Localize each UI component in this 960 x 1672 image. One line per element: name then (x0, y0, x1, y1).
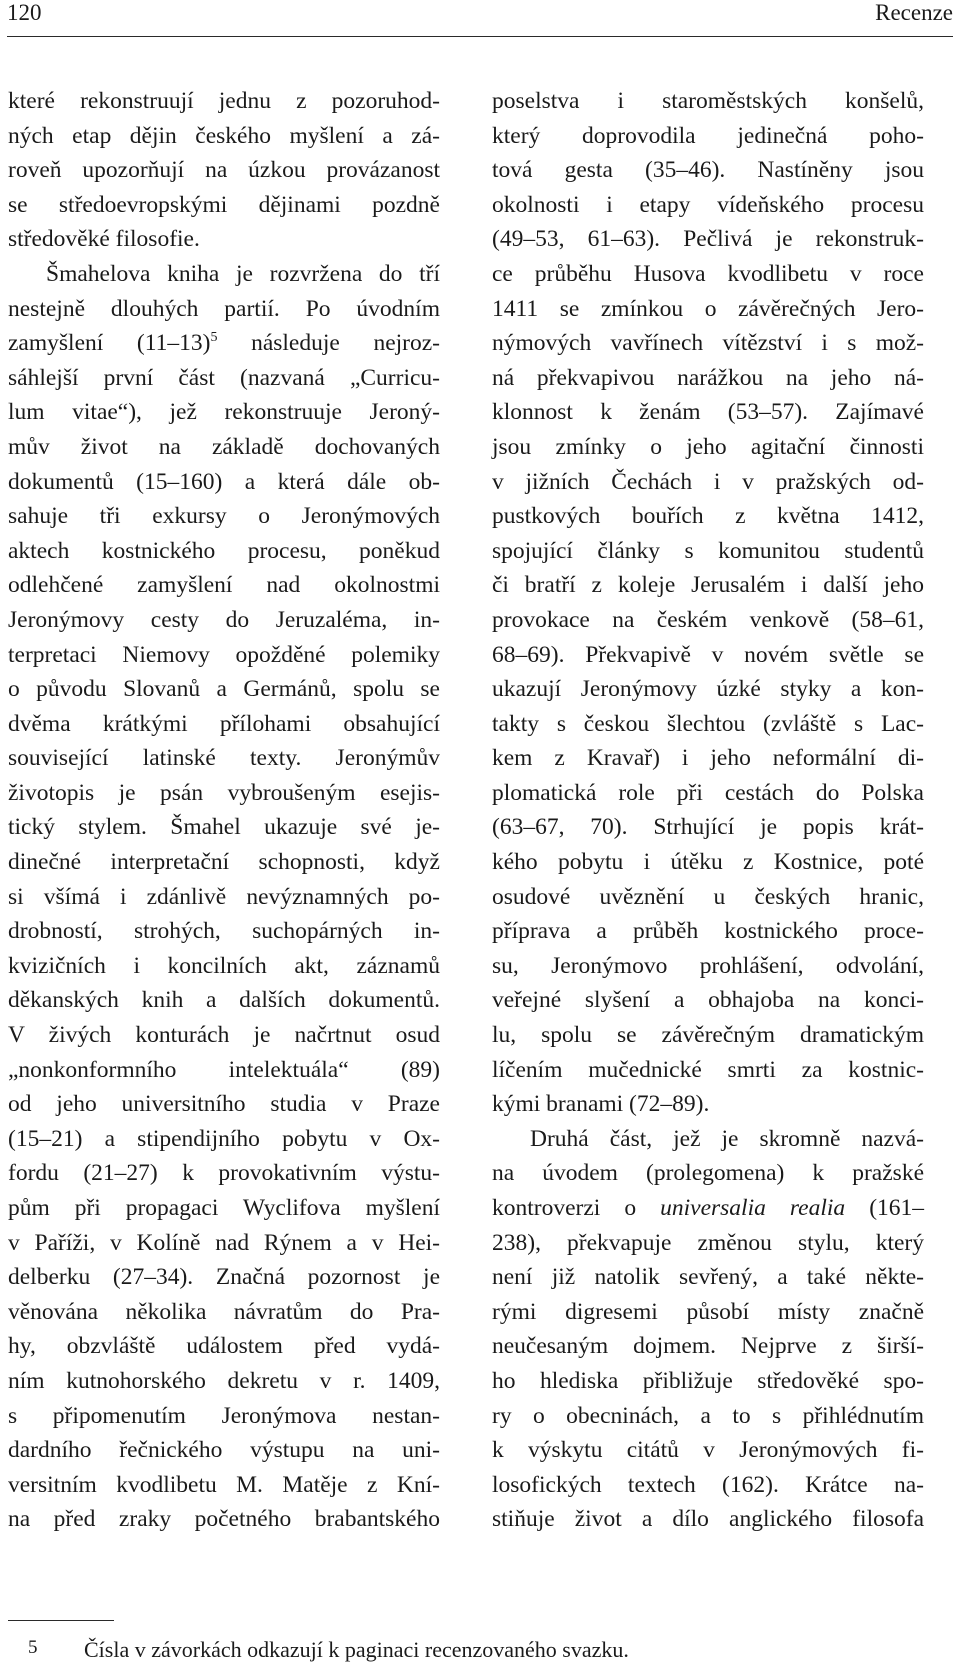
text-line: nýmových vavřínech vítězství i s mož- (492, 330, 924, 357)
text-line: Šmahelova kniha je rozvržena do tří (46, 260, 440, 287)
text-line: příprava a průběh kostnického proce- (492, 918, 924, 945)
text-fragment: následuje nejroz- (251, 330, 440, 357)
text-line: sáhlejší první část (nazvaná „Curricu- (8, 364, 440, 391)
text-line: 68–69). Překvapivě v novém světle se (492, 641, 924, 668)
right-column (492, 84, 924, 1537)
text-line: nestejně dlouhých partií. Po úvodním (8, 295, 440, 322)
footnote (28, 1634, 629, 1664)
text-line: ných etap dějin českého myšlení a zá- (8, 122, 440, 149)
text-line: rými digresemi působí místy značně (492, 1298, 924, 1325)
text-line: klonnost k ženám (53–57). Zajímavé (492, 399, 924, 426)
text-line: veřejné slyšení a obhajoba na konci- (492, 987, 924, 1014)
text-line: (49–53, 61–63). Pečlivá je rekonstruk- (492, 226, 924, 253)
text-line: v jižních Čechách i v pražských od- (492, 468, 924, 495)
text-line: odlehčené zamyšlení nad okolnostmi (8, 572, 440, 599)
text-line: který doprovodila jedinečná poho- (492, 122, 924, 149)
text-line: kého pobytu i útěku z Kostnice, poté (492, 849, 924, 876)
text-line: se středoevropskými dějinami pozdně (8, 191, 440, 218)
text-line: lum vitae“), jež rekonstruuje Jeroný- (8, 399, 440, 426)
text-line: o původu Slovanů a Germánů, spolu se (8, 676, 440, 703)
text-line: související latinské texty. Jeronýmův (8, 745, 440, 772)
text-line: tický stylem. Šmahel ukazuje své je- (8, 814, 440, 841)
text-line: ho hlediska přibližuje středověké spo- (492, 1367, 924, 1394)
footnote-separator (8, 1620, 114, 1621)
text-line: kem z Kravař) i jeho neformální di- (492, 745, 924, 772)
text-line: 1411 se zmínkou o závěrečných Jero- (492, 295, 924, 322)
text-line: drobností, strohých, suchopárných in- (8, 918, 440, 945)
text-line: poselstva i staroměstských konšelů, (492, 88, 924, 114)
text-line: kými branami (72–89). (492, 1091, 710, 1118)
text-line: provokace na českém venkově (58–61, (492, 606, 924, 633)
text-line: losofických textech (162). Krátce na- (492, 1471, 924, 1498)
text-line: ce průběhu Husova kvodlibetu v roce (492, 260, 924, 287)
text-line: ukazují Jeronýmovy úzké styky a kon- (492, 676, 924, 703)
text-line: lu, spolu se závěrečným dramatickým (492, 1022, 924, 1049)
text-line: sahuje tři exkursy o Jeronýmových (8, 503, 440, 530)
text-line: terpretaci Niemovy opožděné polemiky (8, 641, 440, 668)
text-line: pustkových bouřích z května 1412, (492, 503, 924, 530)
text-line: osudové uvěznění u českých hranic, (492, 883, 924, 910)
text-line: dinečné interpretační schopnosti, když (8, 849, 440, 876)
text-line: které rekonstruují jednu z pozoruhod- (8, 88, 440, 114)
footnote-text: Čísla v závorkách odkazují k paginaci recenzovaného svazku. (84, 1637, 629, 1662)
text-line: neučesaným dojmem. Nejprve z širší- (492, 1333, 924, 1360)
text-line: takty s českou šlechtou (zvláště s Lac- (492, 710, 924, 737)
text-line: mův život na základě dochovaných (8, 433, 440, 460)
text-line: versitním kvodlibetu M. Matěje z Kní- (8, 1471, 440, 1498)
text-fragment: kontroverzi o (492, 1195, 637, 1221)
text-line: 238), překvapuje změnou stylu, který (492, 1229, 924, 1256)
text-line: ná překvapivou narážkou na jeho ná- (492, 364, 924, 391)
text-line: Druhá část, jež je skromně nazvá- (530, 1125, 924, 1152)
text-line: roveň upozorňují na úzkou provázanost (8, 157, 440, 184)
text-line: su, Jeronýmovo prohlášení, odvolání, (492, 952, 924, 979)
text-line: dvěma krátkými přílohami obsahující (8, 710, 440, 737)
text-line: hy, obzvláště událostem před vydá- (8, 1333, 440, 1360)
text-fragment: zamyšlení (11–13) (8, 330, 211, 357)
text-line: s připomenutím Jeronýmova nestan- (8, 1402, 440, 1429)
text-line: (63–67, 70). Strhující je popis krát- (492, 814, 924, 841)
text-line: k výskytu citátů v Jeronýmových fi- (492, 1437, 924, 1464)
text-line: kvizičních i koncilních akt, záznamů (8, 952, 440, 979)
text-fragment: (161– (869, 1195, 925, 1221)
text-line: děkanských knih a dalších dokumentů. (8, 987, 440, 1014)
text-line: stiňuje život a dílo anglického filosofa (492, 1506, 924, 1533)
text-line (492, 1191, 924, 1226)
text-line: fordu (21–27) k provokativním výstu- (8, 1160, 440, 1187)
text-line: životopis je psán vybroušeným esejis- (8, 779, 440, 806)
text-line: okolnosti i etapy vídeňského procesu (492, 191, 924, 218)
text-line: delberku (27–34). Značná pozornost je (8, 1264, 440, 1291)
running-head (7, 0, 953, 37)
text-line: není již natolik sevřený, a také někte- (492, 1264, 924, 1291)
text-line: dokumentů (15–160) a která dále ob- (8, 468, 440, 495)
left-column (8, 84, 440, 1537)
page-number: 120 (7, 0, 42, 25)
text-line: líčením mučednické smrti za kostnic- (492, 1056, 924, 1083)
text-line: plomatická role při cestách do Polska (492, 779, 924, 806)
section-title: Recenze (875, 0, 953, 25)
text-line: jsou zmínky o jeho agitační činnosti (492, 433, 924, 460)
text-line: dardního řečnického výstupu na uni- (8, 1437, 440, 1464)
text-line: pům při propagaci Wyclifova myšlení (8, 1195, 440, 1221)
text-line: ry o obecninách, a to s přihlédnutím (492, 1402, 924, 1429)
text-line: V živých konturách je načrtnut osud (8, 1022, 440, 1049)
text-line (8, 326, 440, 361)
footnote-marker: 5 (28, 1637, 38, 1658)
text-line: spojující články s komunitou studentů (492, 537, 924, 564)
text-line: v Paříži, v Kolíně nad Rýnem a v Hei- (8, 1229, 440, 1256)
text-line: ním kutnohorského dekretu v r. 1409, (8, 1367, 440, 1394)
text-line: Jeronýmovy cesty do Jeruzaléma, in- (8, 606, 440, 633)
text-line: tová gesta (35–46). Nastíněny jsou (492, 157, 924, 184)
text-line: věnována několika návratům do Pra- (8, 1298, 440, 1325)
text-line: „nonkonformního intelektuála“ (89) (8, 1056, 440, 1083)
text-line: si všímá i zdánlivě nevýznamných po- (8, 883, 440, 910)
text-line: aktech kostnického procesu, poněkud (8, 537, 440, 564)
text-line: na před zraky početného brabantského (8, 1506, 440, 1533)
text-line: či bratří z koleje Jerusalém i další jeho (492, 572, 924, 599)
text-line: středověké filosofie. (8, 226, 200, 253)
text-line: na úvodem (prolegomena) k pražské (492, 1160, 924, 1187)
text-line: od jeho universitního studia v Praze (8, 1091, 440, 1118)
footnote-reference: 5 (210, 330, 218, 346)
italic-term: universalia realia (660, 1195, 846, 1221)
text-line: (15–21) a stipendijního pobytu v Ox- (8, 1125, 440, 1152)
